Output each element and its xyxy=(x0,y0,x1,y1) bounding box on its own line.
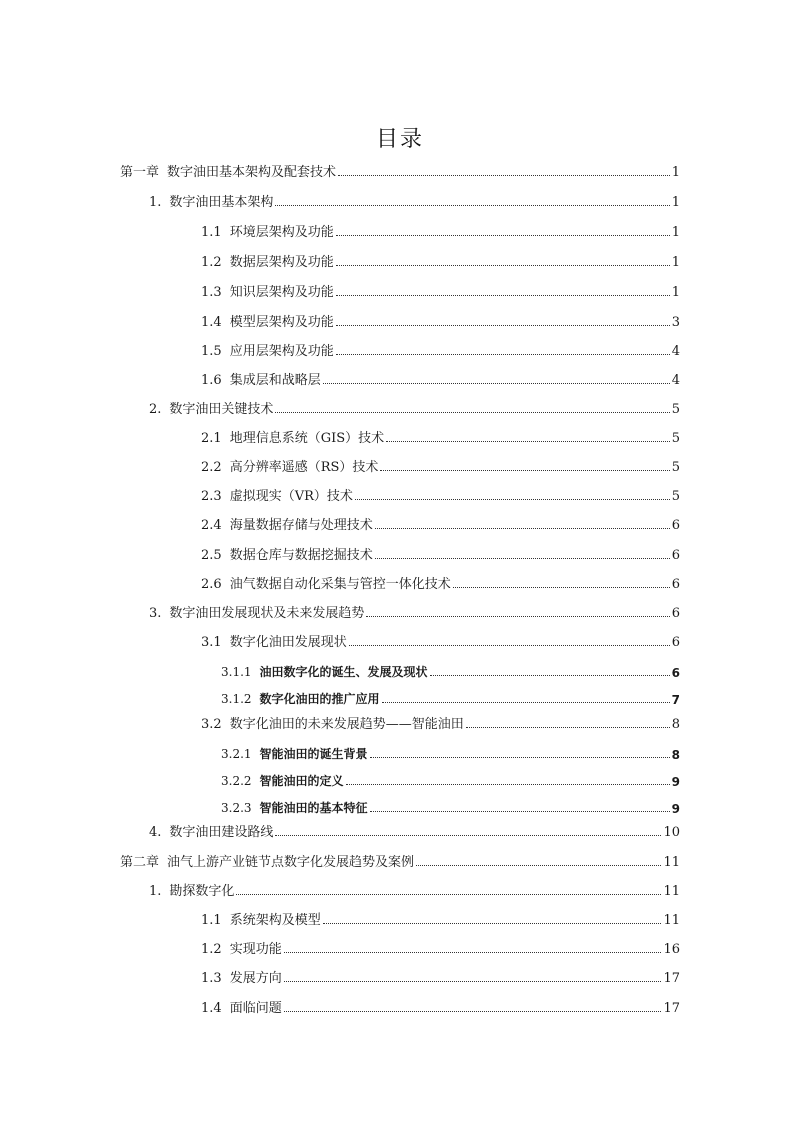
toc-entry-number: 3. xyxy=(149,606,162,621)
dot-leader xyxy=(386,441,670,442)
dot-leader xyxy=(336,354,670,355)
dot-leader xyxy=(430,675,670,676)
toc-entry-title: 勘探数字化 xyxy=(169,884,235,899)
toc-entry-title: 发展方向 xyxy=(229,971,282,986)
dot-leader xyxy=(336,295,670,296)
toc-entry-page: 11 xyxy=(663,884,680,899)
toc-entry[interactable] xyxy=(149,190,680,210)
toc-entry-title: 数字油田基本架构 xyxy=(169,195,274,210)
toc-entry-title: 数字油田关键技术 xyxy=(169,402,274,417)
toc-entry-title: 数字油田基本架构及配套技术 xyxy=(167,165,337,180)
toc-entry[interactable] xyxy=(201,966,680,986)
toc-entry-title: 集成层和战略层 xyxy=(229,373,321,388)
toc-entry-page: 5 xyxy=(671,460,680,475)
toc-entry-title: 模型层架构及功能 xyxy=(229,315,334,330)
toc-entry-title: 数据仓库与数据挖掘技术 xyxy=(229,548,373,563)
toc-entry-page: 11 xyxy=(663,913,680,928)
toc-entry[interactable] xyxy=(149,601,680,621)
toc-entry-title: 实现功能 xyxy=(229,942,282,957)
toc-entry[interactable] xyxy=(201,368,680,388)
toc-entry[interactable] xyxy=(201,426,680,446)
toc-entry-page: 5 xyxy=(671,431,680,446)
dot-leader xyxy=(370,811,670,812)
toc-entry-number: 2.4 xyxy=(201,518,222,533)
toc-entry-page: 8 xyxy=(671,717,680,732)
toc-entry-page: 1 xyxy=(671,285,680,300)
toc-entry-page: 5 xyxy=(671,402,680,417)
toc-entry[interactable] xyxy=(201,712,680,732)
toc-entry-page: 8 xyxy=(671,748,680,762)
toc-entry-number: 第二章 xyxy=(120,855,160,870)
toc-entry-title: 智能油田的基本特征 xyxy=(259,801,368,815)
toc-entry[interactable] xyxy=(221,796,680,816)
dot-leader xyxy=(370,757,670,758)
toc-entry-title: 智能油田的诞生背景 xyxy=(259,747,368,761)
toc-entry-number: 1.3 xyxy=(201,971,222,986)
dot-leader xyxy=(466,727,670,728)
toc-entry[interactable] xyxy=(221,769,680,789)
toc-title: 目录 xyxy=(375,127,424,152)
dot-leader xyxy=(375,528,670,529)
toc-entry[interactable] xyxy=(201,250,680,270)
toc-entry-number: 3.1.2 xyxy=(221,692,252,706)
toc-entry-number: 第一章 xyxy=(120,165,160,180)
toc-entry-number: 2. xyxy=(149,402,162,417)
toc-entry[interactable] xyxy=(201,996,680,1016)
toc-entry[interactable] xyxy=(201,572,680,592)
toc-entry-title: 高分辨率遥感（RS）技术 xyxy=(229,460,379,475)
dot-leader xyxy=(336,235,670,236)
toc-entry[interactable] xyxy=(201,220,680,240)
toc-entry-number: 1.3 xyxy=(201,285,222,300)
dot-leader xyxy=(338,175,670,176)
toc-entry-number: 3.1.1 xyxy=(221,665,252,679)
toc-entry-title: 知识层架构及功能 xyxy=(229,285,334,300)
toc-entry-title: 环境层架构及功能 xyxy=(229,225,334,240)
toc-entry-page: 6 xyxy=(671,548,680,563)
toc-entry-title: 虚拟现实（VR）技术 xyxy=(229,489,353,504)
toc-entry-page: 16 xyxy=(663,942,680,957)
toc-entry-page: 17 xyxy=(663,971,680,986)
toc-entry-title: 海量数据存储与处理技术 xyxy=(229,518,373,533)
toc-entry-title: 油气数据自动化采集与管控一体化技术 xyxy=(229,577,451,592)
dot-leader xyxy=(284,1011,662,1012)
dot-leader xyxy=(284,981,662,982)
toc-entry-title: 数字油田发展现状及未来发展趋势 xyxy=(169,606,365,621)
toc-entry-number: 2.1 xyxy=(201,431,222,446)
toc-entry-page: 10 xyxy=(663,825,680,840)
toc-entry-number: 1.2 xyxy=(201,255,222,270)
toc-entry-page: 7 xyxy=(671,693,680,707)
toc-entry[interactable] xyxy=(221,742,680,762)
toc-entry-page: 1 xyxy=(671,165,680,180)
toc-entry[interactable] xyxy=(201,310,680,330)
toc-entry-title: 数字化油田的未来发展趋势——智能油田 xyxy=(229,717,464,732)
toc-entry-number: 1. xyxy=(149,884,162,899)
dot-leader xyxy=(375,558,670,559)
toc-entry[interactable] xyxy=(221,687,680,707)
toc-entry-page: 9 xyxy=(671,802,680,816)
toc-entry-number: 1.6 xyxy=(201,373,222,388)
toc-entry-page: 9 xyxy=(671,775,680,789)
toc-entry-number: 3.2.2 xyxy=(221,774,252,788)
toc-entry-number: 1.4 xyxy=(201,1001,222,1016)
toc-entry-number: 2.3 xyxy=(201,489,222,504)
toc-entry-page: 6 xyxy=(671,606,680,621)
toc-entry[interactable] xyxy=(201,908,680,928)
toc-entry-number: 1.1 xyxy=(201,913,222,928)
toc-entry-page: 6 xyxy=(671,577,680,592)
dot-leader xyxy=(323,383,670,384)
toc-entry-number: 2.5 xyxy=(201,548,222,563)
toc-entry-title: 油气上游产业链节点数字化发展趋势及案例 xyxy=(167,855,415,870)
toc-entry[interactable] xyxy=(201,543,680,563)
toc-entry-number: 4. xyxy=(149,825,162,840)
toc-entry[interactable] xyxy=(201,630,680,650)
toc-entry-page: 1 xyxy=(671,225,680,240)
toc-entry[interactable] xyxy=(201,937,680,957)
toc-entry-page: 6 xyxy=(671,518,680,533)
toc-entry-number: 2.6 xyxy=(201,577,222,592)
toc-entry[interactable] xyxy=(149,879,680,899)
dot-leader xyxy=(275,835,661,836)
toc-entry-title: 系统架构及模型 xyxy=(229,913,321,928)
toc-entry-title: 面临问题 xyxy=(229,1001,282,1016)
toc-entry-title: 数字油田建设路线 xyxy=(169,825,274,840)
toc-entry-page: 5 xyxy=(671,489,680,504)
toc-entry-page: 3 xyxy=(671,315,680,330)
toc-entry-page: 1 xyxy=(671,195,680,210)
toc-entry-title: 地理信息系统（GIS）技术 xyxy=(229,431,385,446)
toc-entry-number: 3.2 xyxy=(201,717,222,732)
toc-entry-page: 17 xyxy=(663,1001,680,1016)
toc-entry-number: 1.1 xyxy=(201,225,222,240)
toc-entry-page: 4 xyxy=(671,373,680,388)
dot-leader xyxy=(284,952,662,953)
toc-entry-title: 智能油田的定义 xyxy=(259,774,344,788)
toc-entry-number: 2.2 xyxy=(201,460,222,475)
dot-leader xyxy=(336,325,670,326)
toc-entry-page: 11 xyxy=(663,855,680,870)
toc-entry-title: 油田数字化的诞生、发展及现状 xyxy=(259,665,428,679)
toc-entry[interactable] xyxy=(221,660,680,680)
toc-entry-number: 3.2.3 xyxy=(221,801,252,815)
toc-entry[interactable] xyxy=(149,820,680,840)
dot-leader xyxy=(349,645,670,646)
dot-leader xyxy=(416,865,661,866)
toc-entry[interactable] xyxy=(120,160,680,180)
dot-leader xyxy=(275,205,669,206)
dot-leader xyxy=(453,587,670,588)
dot-leader xyxy=(336,265,670,266)
dot-leader xyxy=(366,616,669,617)
toc-entry[interactable] xyxy=(201,455,680,475)
toc-entry[interactable] xyxy=(201,280,680,300)
toc-entry-number: 3.1 xyxy=(201,635,222,650)
toc-entry-page: 6 xyxy=(671,666,680,680)
toc-entry-page: 6 xyxy=(671,635,680,650)
toc-entry-number: 3.2.1 xyxy=(221,747,252,761)
toc-entry[interactable] xyxy=(201,484,680,504)
toc-entry-number: 1. xyxy=(149,195,162,210)
toc-entry-page: 1 xyxy=(671,255,680,270)
toc-entry-number: 1.5 xyxy=(201,344,222,359)
toc-entry-title: 数字化油田发展现状 xyxy=(229,635,347,650)
toc-entry-number: 1.4 xyxy=(201,315,222,330)
toc-entry[interactable] xyxy=(201,513,680,533)
dot-leader xyxy=(346,784,670,785)
toc-entry-title: 应用层架构及功能 xyxy=(229,344,334,359)
toc-entry-number: 1.2 xyxy=(201,942,222,957)
toc-entry[interactable] xyxy=(201,339,680,359)
dot-leader xyxy=(236,894,661,895)
toc-entry-title: 数据层架构及功能 xyxy=(229,255,334,270)
dot-leader xyxy=(323,923,662,924)
toc-entry[interactable] xyxy=(120,850,680,870)
dot-leader xyxy=(275,412,669,413)
dot-leader xyxy=(355,499,670,500)
toc-entry-page: 4 xyxy=(671,344,680,359)
dot-leader xyxy=(380,470,669,471)
toc-entry[interactable] xyxy=(149,397,680,417)
toc-entry-title: 数字化油田的推广应用 xyxy=(259,692,380,706)
dot-leader xyxy=(382,702,670,703)
